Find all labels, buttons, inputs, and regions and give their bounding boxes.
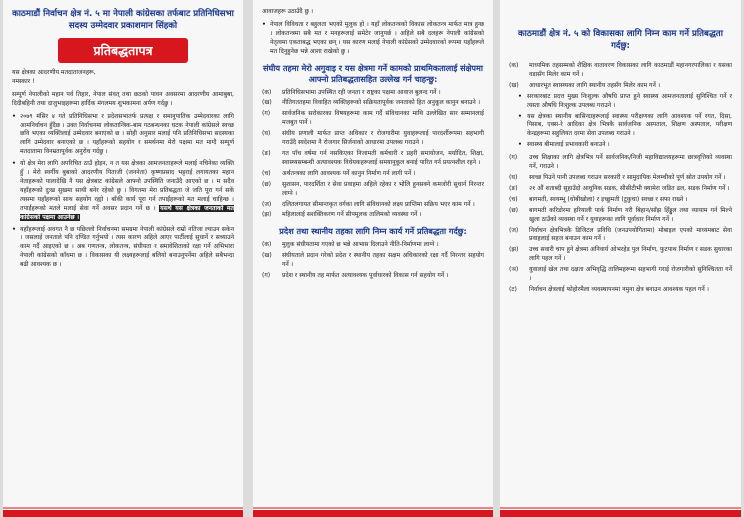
pledge-item xyxy=(262,110,484,128)
item-marker: (छ) xyxy=(262,180,272,188)
pledge-item xyxy=(262,252,484,270)
footer-bar xyxy=(500,510,741,517)
development-pledge-list-continued xyxy=(509,154,732,295)
item-marker: (ग) xyxy=(509,154,518,162)
sub-bullet: • यस क्षेत्रका स्थानीय बासिन्दाहरूलाई स्वास्थ्य परीक्षणका लागि आवश्यक पर्ने रगत, दिसा, पिसाब, एक्स-रे आदिका क्षेत्र भित्रकै सार्वजनिक अस्पताल, शिक्षण अस्पताल, परीक्षण केन्द्रहरूमा सहुलियत दरमा सेवा उपलब्ध गराउने । xyxy=(509,113,732,140)
item-text: आधारभूत स्वास्थ्यका लागि स्थानीय तहसँग मिलेर काम गर्ने । xyxy=(529,81,661,89)
item-text: युवालाई खेल तथा दक्षता अभिवृद्धि तालिमहरूमा सहभागी गराई रोजगारीको सुनिश्चितता गर्ने । xyxy=(529,266,732,283)
item-text: महिलालाई सशक्तिकरण गर्ने सीपमूलक तालिमको व्यवस्था गर्ने । xyxy=(282,211,422,219)
item-marker: (ग) xyxy=(262,110,271,118)
health-sub-list xyxy=(509,93,732,150)
sub-bullet: • स्वास्थ्य बीमालाई प्रभावकारी बनाउने । xyxy=(509,141,732,150)
pledge-column-left xyxy=(3,0,243,517)
pledge-item xyxy=(509,82,732,91)
item-text: गत पाँच वर्षमा गर्न नसकिएका निजामती कर्मचारी र प्रहरी समायोजन, मर्यादित, शिक्षा, स्वास्थ्यसम्बन्धी अत्यावश्यक विधेयकहरूलाई समयानुकूल बनाई पारित गर्न प्रयत्नशील रहने । xyxy=(282,149,484,166)
sub-bullet: • सरकारबाट प्रदत्त मुख्य निःशुल्क औषधि प्राप्त हुने स्वास्थ्य आमजनतालाई सुनिश्चित गर्ने र त्यस्ता औषधि निःशुल्क उपलब्ध गराउने । xyxy=(509,93,732,111)
item-text: माध्यमिक तहसम्मको शैक्षिक वातावरण विकासका लागि काठमाडौं महानगरपालिका र यसका वडासँग मिलेर काम गर्ने । xyxy=(529,62,732,78)
item-text: सार्वजनिक सरोकारका विषयहरूमा काम गर्दै संविधानका माथि उल्लेखित सार सम्मानलाई मजबुत पार्ने । xyxy=(282,110,484,127)
development-heading: काठमाडौं क्षेत्र नं. ५ को विकासका लागि निम्न काम गर्ने प्रतिबद्धता गर्दछु: xyxy=(518,29,723,51)
item-marker: (घ) xyxy=(509,173,518,181)
candidate-heading: काठमाडौं निर्वाचन क्षेत्र नं. ५ मा नेपाली कांग्रेसका तर्फबाट प्रतिनिधिसभा सदस्य उम्मेदवार प्रकाशमान सिंहको xyxy=(12,9,234,31)
item-marker: (ख) xyxy=(509,81,519,89)
item-marker: (ज) xyxy=(262,200,272,208)
item-marker: (च) xyxy=(262,169,271,177)
item-marker: (ख) xyxy=(262,99,272,107)
intro-paragraph: सम्पूर्ण नेपालीको महान पर्व तिहार, नेपाल संवत् तथा छठको पावन अवसरमा आदरणीय आमाबुबा, दिदीबहिनी तथा दाजुभाइहरूमा हार्दिक मंगलमय शुभकामना अर्पण गर्दछु । xyxy=(12,90,234,107)
pledge-item xyxy=(262,89,484,98)
pledge-item xyxy=(262,170,484,179)
bullet-text: यो क्षेत्र मेरा लागि अपरिचित ठाउँ होइन, न त यस क्षेत्रका आमजनताहरूले मलाई नचिनेका व्यक्ति हुँ । मेरो स्वर्गीय बुबाको आदरणीय पिताजी (जननेता) कृष्णप्रसाद भट्टराई लगायतका महान नेताहरूको पालादेखि नै यस क्षेत्रबाट कांग्रेसले आफ्नो उपस्थिति जनाउँदै आएको छ । म सदैव यहाँहरूको दुःख सुखमा साथी बनेर रहेको छु । विगतमा मेरा प्रतिबद्धता जे जति पूरा गर्न सकें त्यसमा यहाँहरूको साथ सहयोग रह्यो । बाँकी कार्य पूरा गर्न तपाईंहरूको मत मलाई चाहिन्छ । तपाईंहरूको मतले मलाई सेवा गर्ने अवसर प्रदान गर्ने छ । xyxy=(20,160,234,212)
item-text: निर्वाचन क्षेत्रभित्रकै डिजिटल प्रविधि (जनउपयोगितामा) मोबाइल एपको माध्यमबाट सेवा प्रवाहलाई सहज बनाउन काम गर्ने । xyxy=(529,226,732,243)
item-marker: (ट) xyxy=(509,285,517,293)
pledge-item xyxy=(509,207,732,225)
item-marker: (ग) xyxy=(262,272,271,280)
item-text: प्रदेश र स्थानीय तह मार्फत अत्यावश्यक पूर्वाधारको विकास गर्न सहयोग गर्ने । xyxy=(282,272,449,280)
item-text: सुशासन, पारदर्शिता र सेवा प्रवाहमा अहिले रहेका र भोलि हुनसक्ने कमजोरी सुधार्न निरन्तर लाग्ने । xyxy=(282,180,484,197)
item-text: दलितलगायत सीमान्तकृत वर्गका लागि संविधानको लक्ष्य प्राप्तिमा सक्रिय भएर काम गर्ने । xyxy=(282,200,475,208)
pledge-item xyxy=(509,246,732,264)
continued-text: आवाजहरू उठाउँदै छु । xyxy=(262,8,314,15)
greeting-line2: नमस्कार ! xyxy=(12,77,35,85)
pledge-bullet: • यहाँहरूलाई अवगत नै छ पछिल्लो निर्वाचनमा समग्रमा नेपाली कांग्रेसले राम्रो नतिजा ल्याउन सकेन । जसलाई जनताले पनि दण्डित गर्नुभयो । त्यस कारण अहिले आएर पार्टीलाई सुधार्ने र सच्याउने काम गर्दै आइएको छ । अब गणतन्त्र, लोकतन्त्र, संघीयता र समावेशिताको रक्षा गर्ने अभिभारा नेपाली कांग्रेसको काँधमा छ । विकासका यी लक्ष्यहरूलाई बलियो बनाउनुपर्नेमा अहिले सबैभन्दा बढी आवश्यक छ । xyxy=(12,226,234,271)
pledge-item xyxy=(509,286,732,295)
item-marker: (छ) xyxy=(509,206,519,214)
item-text: नीतिगततहमा विवाहित व्यक्तिहरूको सक्रियतापूर्वक जनताको हित अनुकूल कानुन बनाउने । xyxy=(282,99,481,107)
item-marker: (ञ) xyxy=(509,266,519,274)
item-marker: (क) xyxy=(509,62,519,69)
pledge-item xyxy=(509,266,732,284)
item-text: २१ औं शताब्दी सुहाउँदो आधुनिक सडक, सीसीटीभी क्यामेरा जडित ढल, सडक निर्माण गर्ने । xyxy=(529,184,730,192)
item-text: उच्च सवारी चाप हुने क्षेत्रमा अनिवार्य ओभरहेड पुल निर्माण, फुटपाथ निर्माण र सडक सुधारका लागि पहल गर्ने । xyxy=(529,246,732,263)
item-marker: (झ) xyxy=(509,246,519,254)
development-pledge-list xyxy=(509,62,732,91)
item-marker: (ज) xyxy=(509,226,519,234)
greeting: यस क्षेत्रका आदरणीय मतदाताजनहरू, xyxy=(12,69,96,76)
pledge-bullet: • नेपाल विविधता र बहुलता भएको मुलुक हो । यहाँ लोकतन्त्रको विकास लोकतन्त्र मार्फत मात्र हुन्छ । लोकतन्त्रमा सबै मत र मनहरूलाई समेटेर जानुपर्छ । अहिले सबै दलहरू नेपाली कांग्रेसको नेतृत्वमा एकताबद्ध भएका छन् । यस कारण मलाई नेपाली कांग्रेसको उम्मेदवारको रूपमा यहाँहरूले मत दिनुहुनेछ भन्ने आशा राखेको छु । xyxy=(262,21,484,57)
pledge-item xyxy=(262,201,484,210)
item-marker: (घ) xyxy=(262,130,271,138)
pledge-banner: प्रतिबद्धतापत्र xyxy=(58,38,188,63)
item-text: संघीय प्रणाली मार्फत प्राप्त अधिकार र रोजगारीमा युवाहरूलाई पारदर्शीरूपमा सहभागी गराउँदै स्वदेशमा नै रोजगार सिर्जनाको आधारमा उपलब्ध गराउने । xyxy=(282,130,484,147)
pledge-item xyxy=(262,99,484,108)
item-marker: (क) xyxy=(262,241,272,249)
item-text: संघीयताले प्रदान गरेको प्रदेश र स्थानीय तहका सक्षम अधिकारको रक्षा गर्दै निरन्तर सहयोग गर्ने । xyxy=(282,252,484,269)
pledge-item xyxy=(262,272,484,281)
item-text: उच्च शिक्षाका लागि क्षेत्रभित्र पर्ने सार्वजनिक/निजी महाविद्यालयहरूमा छात्रवृत्तिको व्यवस्था गर्ने, गराउने । xyxy=(529,154,732,171)
pledge-bullet: • २०७९ मंसिर ४ गते प्रतिनिधिसभा र प्रदेशसभातर्फ प्रत्यक्ष र समानुपातिक उम्मेदवारका लागि आमनिर्वाचन हुँदैछ । उक्त निर्वाचनमा लोकतान्त्रिक-बाम गठबन्धनका घटक नेपाली कांग्रेसले स्वच्छ छवि भएका व्यक्तिलाई उम्मेदवार बनाएको छ । सोही अनुसार मलाई पनि प्रतिनिधिसभा सदस्यका लागि उम्मेदवार बनाएको छ । यहाँहरूको सहयोग र समर्थनमा मेरो पक्षमा मत माग्दै सम्पूर्ण मतदातामा विनम्रतापूर्वक अनुरोध गर्दछु । xyxy=(12,113,234,158)
pledge-item xyxy=(509,62,732,80)
pledge-item xyxy=(262,181,484,199)
pledge-item xyxy=(509,196,732,205)
item-text: स्वच्छ पिउने पानी उपलब्ध गराउन सरकारी र सामुदायिक मेलम्चीको पूर्ण स्रोत उपयोग गर्ने । xyxy=(529,173,726,181)
item-marker: (च) xyxy=(509,195,518,203)
item-marker: (ख) xyxy=(262,252,272,260)
item-marker: (ङ) xyxy=(509,184,518,192)
pledge-item xyxy=(262,130,484,148)
pledge-column-middle xyxy=(253,0,493,517)
item-marker: (क) xyxy=(262,88,272,96)
federal-section-title: संघीय तहमा मेरो अगुवाइ र यस क्षेत्रमा गर्ने कामको प्राथमिकतालाई संक्षेपमा आफ्नो प्रतिबद्धतासहित उल्लेख गर्न चाहन्छु: xyxy=(263,62,483,84)
item-marker: (झ) xyxy=(262,211,272,219)
federal-pledge-list xyxy=(262,89,484,221)
item-marker: (ङ) xyxy=(262,149,271,157)
item-text: निर्वाचन क्षेत्रलाई फोहोरमैला व्यवस्थापनमा नमुना क्षेत्र बनाउन आवश्यक पहल गर्ने । xyxy=(529,285,709,293)
footer-bar xyxy=(3,510,243,517)
item-text: अर्थतन्त्रका लागि आवश्यक पर्ने कानुन निर्माण गर्न लागी पर्ने । xyxy=(282,169,416,177)
pledge-item xyxy=(262,241,484,250)
footer-bar xyxy=(253,510,493,517)
provincial-section-title: प्रदेश तथा स्थानीय तहका लागि निम्न कार्य गर्ने प्रतिबद्धता गर्दछु: xyxy=(279,226,467,237)
pledge-column-right xyxy=(500,0,741,517)
pledge-item xyxy=(262,150,484,168)
pledge-bullet xyxy=(12,160,234,222)
item-text: मुलुक संघीयतामा गएको छ भन्ने आभास दिलाउने नीति-निर्माणमा लाग्ने । xyxy=(282,241,439,249)
item-text: बागमती, स्वयम्भू (धोबीखोला) र इच्छुमती (टुकुचा) स्वच्छ र सफा राख्ने । xyxy=(529,195,688,203)
pledge-item xyxy=(509,174,732,183)
highlighted-statement: यसर्थ यस क्षेत्रका जनताको मत कांग्रेसको पक्षमा आउनेछ । xyxy=(20,204,235,221)
pledge-item xyxy=(509,227,732,245)
pledge-item xyxy=(509,154,732,172)
pledge-item xyxy=(262,211,484,220)
item-text: बागमती करिडोरमा हरियाली पार्क निर्माण गरी बिहान/साँझ हिँड्डुल तथा व्यायाम गर्न मिल्ने खुला ठाउँको व्यवस्था गर्ने र युवाहरूका लागि पूर्वाधार निर्माण गर्ने । xyxy=(529,206,732,223)
pledge-item xyxy=(509,185,732,194)
item-text: प्रतिनिधिसभामा उपस्थित रही जनता र राष्ट्रका पक्षमा आवाज बुलन्द गर्ने । xyxy=(282,88,441,96)
provincial-pledge-list xyxy=(262,241,484,281)
